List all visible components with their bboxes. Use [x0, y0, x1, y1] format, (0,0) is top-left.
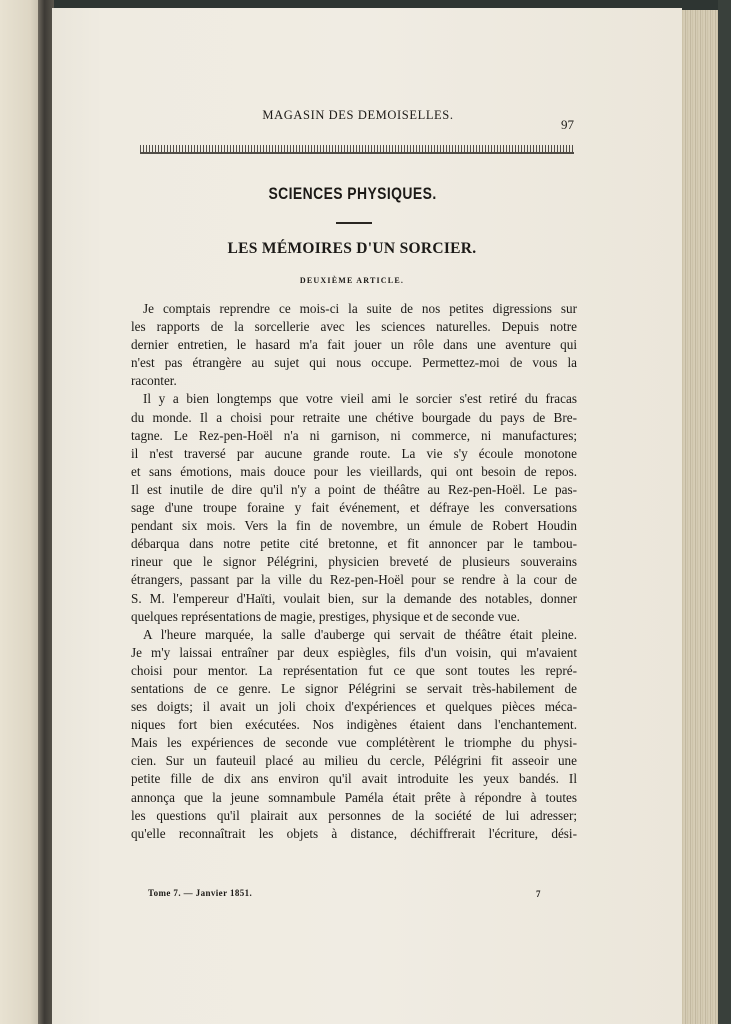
article-body	[131, 300, 577, 843]
article-subtitle: DEUXIÈME ARTICLE.	[299, 276, 405, 285]
text-line: cien. Sur un fauteuil placé au milieu du cercle, Pélégrini fit asseoir une	[131, 753, 577, 769]
text-line: les questions qu'il plairait aux personnes de la société de lui adresser;	[131, 807, 577, 823]
text-line: pendant six mois. Vers la fin de novembre, un émule de Robert Houdin	[131, 518, 577, 534]
text-line: rineur que le signor Pélégrini, physicien breveté de plusieurs souverains	[131, 554, 577, 570]
text-line: Je m'y laissai entraîner par deux espiègles, fils d'un voisin, qui m'avaient	[131, 644, 577, 660]
text-line: Mais les expériences de seconde vue complétèrent le triomphe du physi-	[131, 735, 577, 751]
text-line: et sans émotions, mais douce pour les vieillards, qui ont besoin de repos.	[131, 463, 577, 479]
page-stack-edge	[676, 10, 722, 1024]
text-line: niques fort bien exécutées. Nos indigènes étaient dans l'enchantement.	[131, 717, 577, 733]
text-line: n'est pas étrangère au sujet qui nous occupe. Permettez-moi de vous la	[131, 355, 577, 371]
text-line: débarqua dans notre petite cité bretonne, et fit annoncer par le tambou-	[131, 536, 577, 552]
decorative-rule	[140, 145, 574, 153]
text-line: étrangers, passant par la ville du Rez-pen-Hoël pour se rendre à la cour de	[131, 572, 577, 588]
background-shadow	[718, 0, 731, 1024]
text-line: qu'elle reconnaîtrait les objets à distance, déchiffrerait l'écriture, dési-	[131, 825, 577, 841]
text-line: choisi pour mentor. La représentation fut ce que sont toutes les repré-	[131, 662, 577, 678]
running-head-title: MAGASIN DES DEMOISELLES.	[262, 108, 454, 122]
text-line: les rapports de la sorcellerie avec les sciences naturelles. Depuis notre	[131, 319, 577, 335]
text-line: annonça que la jeune somnambule Paméla était prête à répondre à toutes	[131, 789, 577, 805]
signature-mark: 7	[536, 889, 541, 899]
text-line: dernier entretien, le hasard m'a fait jouer un rôle dans une aventure qui	[131, 337, 577, 353]
text-line: A l'heure marquée, la salle d'auberge qui servait de théâtre était pleine.	[143, 626, 577, 642]
text-line: sage d'une troupe foraine y fait événement, et défraye les conversations	[131, 500, 577, 516]
running-head	[52, 108, 648, 123]
book-page	[52, 8, 682, 1024]
page-number: 97	[561, 117, 574, 132]
text-line: petite fille de dix ans environ qu'il avait introduite les yeux bandés. Il	[131, 771, 577, 787]
text-line: du monde. Il a choisi pour retraite une chétive bourgade du pays de Bre-	[131, 409, 577, 425]
text-line: sentations de ce genre. Le signor Pélégrini se servait très-habilement de	[131, 680, 577, 696]
text-line: Il est inutile de dire qu'il n'y a point de théâtre au Rez-pen-Hoël. Le pas-	[131, 481, 577, 497]
text-line: S. M. l'empereur d'Haïti, voulait bien, sur la demande des notables, donner	[131, 590, 577, 606]
text-line: Je comptais reprendre ce mois-ci la suite de nos petites digressions sur	[143, 301, 577, 316]
volume-footer: Tome 7. — Janvier 1851.	[148, 888, 253, 898]
text-line: tagne. Le Rez-pen-Hoël n'a ni garnison, ni commerce, ni manufactures;	[131, 427, 577, 443]
section-title: SCIENCES PHYSIQUES.	[268, 184, 437, 203]
text-line: quelques représentations de magie, prestiges, physique et de seconde vue.	[131, 608, 520, 624]
text-line: Il y a bien longtemps que votre vieil ami le sorcier s'est retiré du fracas	[143, 391, 577, 407]
text-line: il n'est traversé par aucune grande route. La vie s'y écoule monotone	[131, 445, 577, 461]
text-line: ses doigts; il avait un joli choix d'expériences et quelques pièces méca-	[131, 699, 577, 715]
article-title: LES MÉMOIRES D'UN SORCIER.	[227, 240, 477, 257]
title-divider	[336, 222, 372, 224]
text-line: raconter.	[131, 373, 177, 389]
